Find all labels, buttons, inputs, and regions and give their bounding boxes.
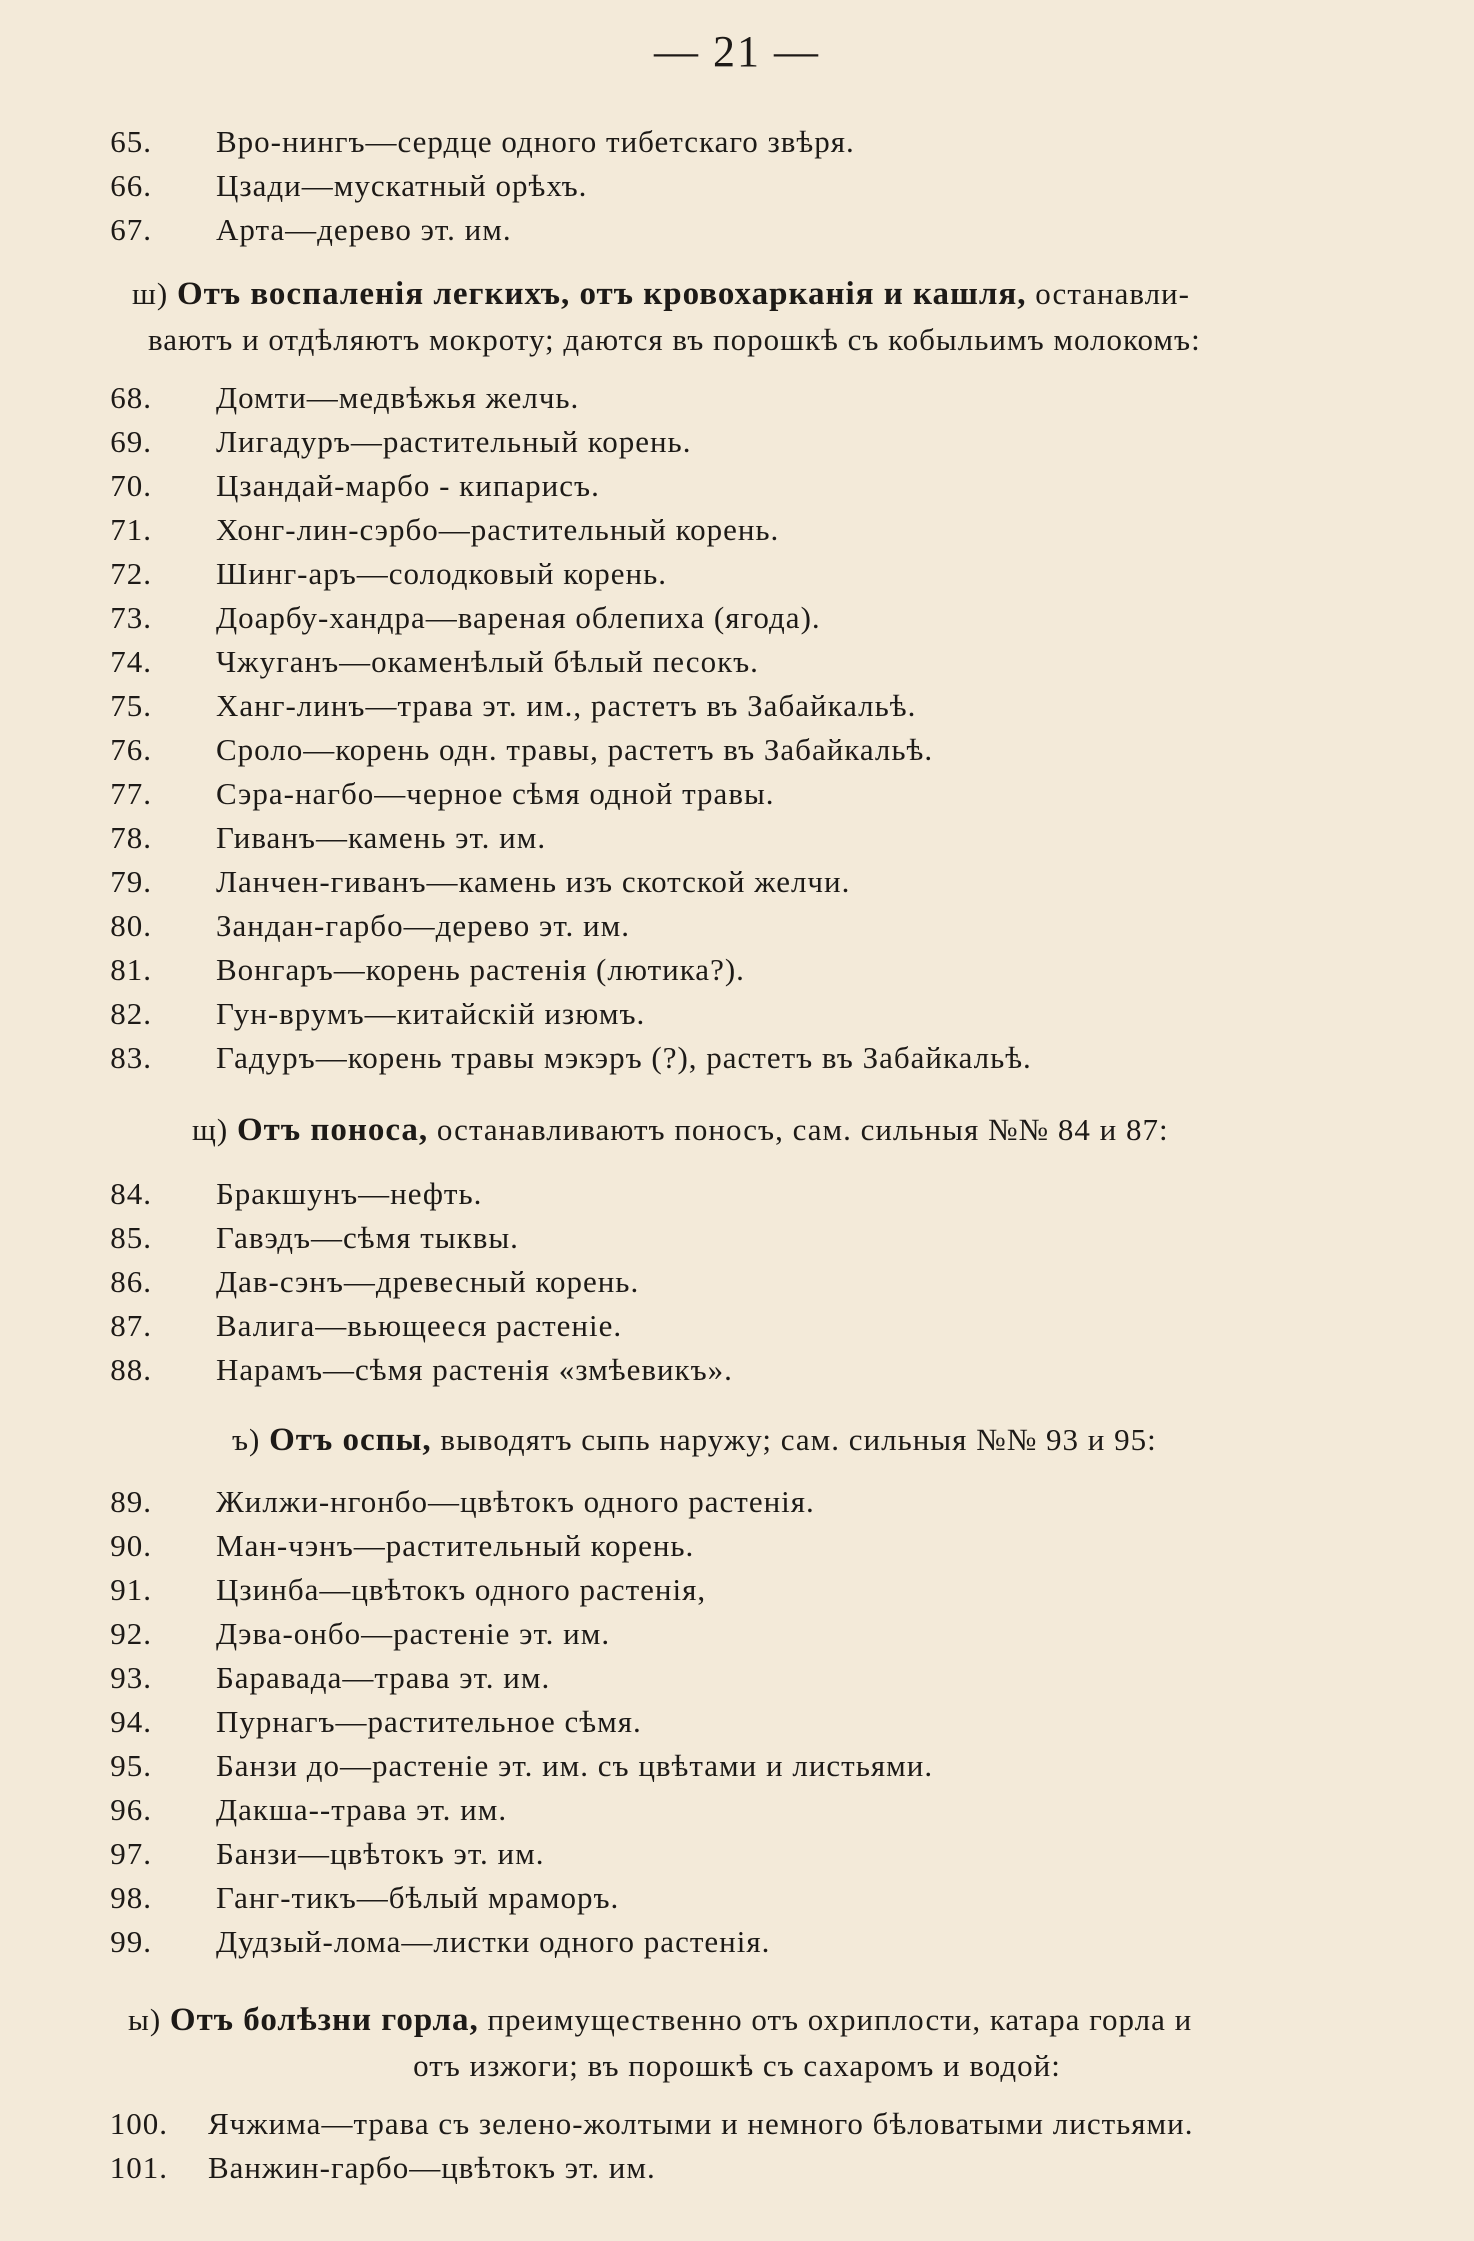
list-item xyxy=(0,1744,1474,1788)
item-number: 92. xyxy=(110,1616,152,1651)
entry-list-65-67 xyxy=(0,120,1474,252)
item-number: 98. xyxy=(110,1880,152,1915)
list-item xyxy=(0,464,1474,508)
item-text: Цзандай-марбо - кипарисъ. xyxy=(216,468,600,503)
section-heading-sh-line2: ваютъ и отдѣляютъ мокроту; даются въ порошкѣ съ кобыльимъ молокомъ: xyxy=(148,322,1201,357)
list-item xyxy=(0,596,1474,640)
section-marker: щ) xyxy=(192,1112,229,1147)
item-text: Доарбу-хандра—вареная облепиха (ягода). xyxy=(216,600,821,635)
list-item xyxy=(0,2146,1474,2190)
item-text: Шинг-аръ—солодковый корень. xyxy=(216,556,667,591)
list-item xyxy=(0,1876,1474,1920)
item-number: 66. xyxy=(110,168,152,203)
list-item xyxy=(0,1524,1474,1568)
item-text: Вонгаръ—корень растенія (лютика?). xyxy=(216,952,745,987)
list-item xyxy=(0,1260,1474,1304)
item-text: Чжуганъ—окаменѣлый бѣлый песокъ. xyxy=(216,644,759,679)
item-number: 90. xyxy=(110,1528,152,1563)
item-number: 100. xyxy=(109,2106,168,2141)
list-item xyxy=(0,552,1474,596)
item-number: 101. xyxy=(109,2150,168,2185)
item-number: 72. xyxy=(110,556,152,591)
item-text: Хонг-лин-сэрбо—растительный корень. xyxy=(216,512,780,547)
list-item xyxy=(0,1788,1474,1832)
item-number: 78. xyxy=(110,820,152,855)
item-text: Ханг-линъ—трава эт. им., растетъ въ Забайкальѣ. xyxy=(216,688,917,723)
item-number: 99. xyxy=(110,1924,152,1959)
item-number: 69. xyxy=(110,424,152,459)
item-number: 88. xyxy=(110,1352,152,1387)
item-number: 91. xyxy=(110,1572,152,1607)
list-item xyxy=(0,1216,1474,1260)
item-text: Гун-врумъ—китайскій изюмъ. xyxy=(216,996,646,1031)
item-text: Гадуръ—корень травы мэкэръ (?), растетъ въ Забайкальѣ. xyxy=(216,1040,1032,1075)
item-number: 97. xyxy=(110,1836,152,1871)
item-text: Ланчен-гиванъ—камень изъ скотской желчи. xyxy=(216,864,851,899)
list-item xyxy=(0,164,1474,208)
item-number: 81. xyxy=(110,952,152,987)
item-text: Банзи—цвѣтокъ эт. им. xyxy=(216,1836,545,1871)
entry-list-84-88 xyxy=(0,1172,1474,1392)
item-number: 86. xyxy=(110,1264,152,1299)
item-number: 75. xyxy=(110,688,152,723)
item-number: 83. xyxy=(110,1040,152,1075)
page-number: — 21 — xyxy=(654,27,820,76)
item-text: Дудзый-лома—листки одного растенія. xyxy=(216,1924,771,1959)
section-title: Отъ поноса, xyxy=(236,1112,429,1148)
section-heading-y xyxy=(128,1998,1192,2042)
item-text: Ман-чэнъ—растительный корень. xyxy=(216,1528,695,1563)
item-text: Зандан-гарбо—дерево эт. им. xyxy=(216,908,631,943)
item-text: Домти—медвѣжья желчь. xyxy=(216,380,580,415)
list-item xyxy=(0,1920,1474,1964)
section-heading-y-line2: отъ изжоги; въ порошкѣ съ сахаромъ и водой: xyxy=(413,2048,1061,2083)
item-number: 68. xyxy=(110,380,152,415)
entry-list-68-83 xyxy=(0,376,1474,1080)
item-text: Бракшунъ—нефть. xyxy=(216,1176,483,1211)
item-number: 85. xyxy=(110,1220,152,1255)
section-heading-shch xyxy=(192,1108,1169,1152)
list-item xyxy=(0,684,1474,728)
list-item xyxy=(0,816,1474,860)
list-item xyxy=(0,2102,1474,2146)
list-item xyxy=(0,420,1474,464)
item-text: Ганг-тикъ—бѣлый мраморъ. xyxy=(216,1880,620,1915)
section-marker: ъ) xyxy=(232,1422,261,1457)
item-number: 89. xyxy=(110,1484,152,1519)
item-text: Жилжи-нгонбо—цвѣтокъ одного растенія. xyxy=(216,1484,815,1519)
list-item xyxy=(0,904,1474,948)
item-text: Баравада—трава эт. им. xyxy=(216,1660,551,1695)
item-text: Дав-сэнъ—древесный корень. xyxy=(216,1264,640,1299)
item-number: 65. xyxy=(110,124,152,159)
list-item xyxy=(0,860,1474,904)
item-number: 93. xyxy=(110,1660,152,1695)
item-number: 96. xyxy=(110,1792,152,1827)
section-description: останавли- xyxy=(1035,276,1190,311)
item-number: 71. xyxy=(110,512,152,547)
list-item xyxy=(0,1700,1474,1744)
entry-list-100-101 xyxy=(0,2102,1474,2190)
item-number: 84. xyxy=(110,1176,152,1211)
item-text: Цзади—мускатный орѣхъ. xyxy=(216,168,588,203)
list-item xyxy=(0,1348,1474,1392)
item-text: Сроло—корень одн. травы, растетъ въ Забайкальѣ. xyxy=(216,732,934,767)
section-description: выводятъ сыпь наружу; сам. сильныя №№ 93 и 95: xyxy=(440,1422,1157,1457)
item-number: 79. xyxy=(110,864,152,899)
list-item xyxy=(0,1172,1474,1216)
list-item xyxy=(0,728,1474,772)
list-item xyxy=(0,1612,1474,1656)
item-text: Пурнагъ—растительное сѣмя. xyxy=(216,1704,642,1739)
item-number: 73. xyxy=(110,600,152,635)
list-item xyxy=(0,1036,1474,1080)
list-item xyxy=(0,376,1474,420)
item-text: Валига—вьющееся растеніе. xyxy=(216,1308,623,1343)
section-title: Отъ воспаленія легкихъ, отъ кровохарканія и кашля, xyxy=(176,276,1027,312)
list-item xyxy=(0,1304,1474,1348)
item-text: Арта—дерево эт. им. xyxy=(216,212,512,247)
item-text: Дакша--трава эт. им. xyxy=(216,1792,508,1827)
item-number: 77. xyxy=(110,776,152,811)
item-number: 94. xyxy=(110,1704,152,1739)
item-text: Вро-нингъ—сердце одного тибетскаго звѣря. xyxy=(216,124,855,159)
item-text: Банзи до—растеніе эт. им. съ цвѣтами и листьями. xyxy=(216,1748,934,1783)
item-text: Лигадуръ—растительный корень. xyxy=(216,424,692,459)
item-text: Цзинба—цвѣтокъ одного растенія, xyxy=(216,1572,707,1607)
list-item xyxy=(0,640,1474,684)
item-text: Гиванъ—камень эт. им. xyxy=(216,820,547,855)
list-item xyxy=(0,508,1474,552)
section-title: Отъ оспы, xyxy=(269,1422,432,1458)
section-marker: ы) xyxy=(128,2002,162,2037)
item-number: 82. xyxy=(110,996,152,1031)
item-number: 87. xyxy=(110,1308,152,1343)
list-item xyxy=(0,1832,1474,1876)
list-item xyxy=(0,1656,1474,1700)
list-item xyxy=(0,992,1474,1036)
entry-list-89-99 xyxy=(0,1480,1474,1964)
list-item xyxy=(0,1480,1474,1524)
list-item xyxy=(0,1568,1474,1612)
item-text: Нарамъ—сѣмя растенія «змѣевикъ». xyxy=(216,1352,733,1387)
section-marker: ш) xyxy=(132,276,169,311)
item-text: Сэра-нагбо—черное сѣмя одной травы. xyxy=(216,776,775,811)
list-item xyxy=(0,772,1474,816)
section-description: останавливаютъ поносъ, сам. сильныя №№ 84 и 87: xyxy=(436,1112,1169,1147)
item-number: 76. xyxy=(110,732,152,767)
section-heading-hard xyxy=(232,1418,1157,1462)
list-item xyxy=(0,120,1474,164)
item-number: 95. xyxy=(110,1748,152,1783)
section-heading-sh xyxy=(132,272,1190,316)
item-number: 74. xyxy=(110,644,152,679)
section-description: преимущественно отъ охриплости, катара горла и xyxy=(487,2002,1193,2037)
item-number: 80. xyxy=(110,908,152,943)
item-text: Дэва-онбо—растеніе эт. им. xyxy=(216,1616,611,1651)
item-number: 67. xyxy=(110,212,152,247)
item-text: Ячжима—трава съ зелено-жолтыми и немного бѣловатыми листьями. xyxy=(208,2106,1194,2141)
list-item xyxy=(0,948,1474,992)
item-number: 70. xyxy=(110,468,152,503)
item-text: Ванжин-гарбо—цвѣтокъ эт. им. xyxy=(208,2150,656,2185)
item-text: Гавэдъ—сѣмя тыквы. xyxy=(216,1220,519,1255)
section-title: Отъ болѣзни горла, xyxy=(169,2002,479,2038)
list-item xyxy=(0,208,1474,252)
